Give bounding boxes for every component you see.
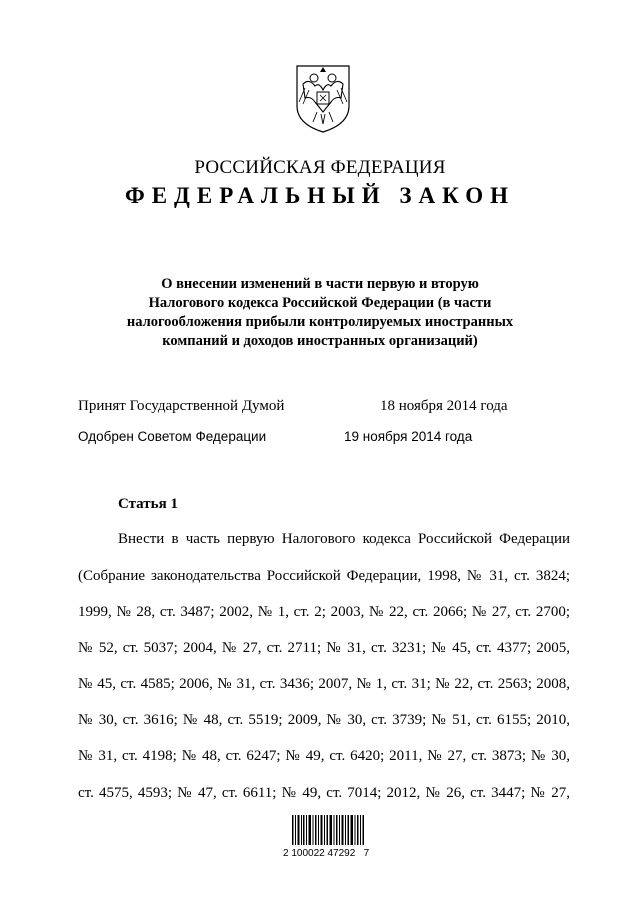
law-title-line: Налогового кодекса Российской Федерации (в части — [148, 295, 492, 311]
country-heading: РОССИЙСКАЯ ФЕДЕРАЦИЯ — [194, 157, 446, 178]
coat-of-arms-icon — [291, 62, 355, 134]
barcode-number: 2 100022 47292 7 — [283, 848, 370, 859]
document-type-heading: ФЕДЕРАЛЬНЫЙ ЗАКОН — [124, 183, 516, 208]
article-line: № 30, ст. 3616; № 48, ст. 5519; 2009, № 30, ст. 3739; № 51, ст. 6155; 2010, — [78, 712, 570, 728]
law-title-line: О внесении изменений в части первую и вторую — [161, 276, 479, 292]
council-approval-label: Одобрен Советом Федерации — [78, 429, 267, 444]
law-title-line: компаний и доходов иностранных организаций) — [162, 333, 478, 349]
article-line: № 31, ст. 4198; № 48, ст. 6247; № 49, ст. 6420; 2011, № 27, ст. 3873; № 30, — [78, 748, 570, 764]
duma-adoption-label: Принят Государственной Думой — [78, 398, 285, 414]
law-title — [120, 275, 520, 351]
article-heading: Статья 1 — [118, 496, 178, 512]
article-line: ст. 4575, 4593; № 47, ст. 6611; № 49, ст. 7014; 2012, № 26, ст. 3447; № 27, — [78, 785, 570, 801]
article-line: № 45, ст. 4585; 2006, № 31, ст. 3436; 2007, № 1, ст. 31; № 22, ст. 2563; 2008, — [78, 676, 570, 692]
article-line: 1999, № 28, ст. 3487; 2002, № 1, ст. 2; 2003, № 22, ст. 2066; № 27, ст. 2700; — [78, 604, 570, 620]
article-line: № 52, ст. 5037; 2004, № 27, ст. 2711; № 31, ст. 3231; № 45, ст. 4377; 2005, — [78, 640, 570, 656]
barcode-icon — [292, 815, 364, 845]
article-line: (Собрание законодательства Российской Федерации, 1998, № 31, ст. 3824; — [78, 568, 570, 584]
council-approval-date: 19 ноября 2014 года — [344, 429, 473, 444]
duma-adoption-date: 18 ноября 2014 года — [380, 398, 508, 414]
law-title-line: налогообложения прибыли контролируемых иностранных — [126, 314, 514, 330]
article-line: Внести в часть первую Налогового кодекса Российской Федерации — [118, 531, 570, 547]
